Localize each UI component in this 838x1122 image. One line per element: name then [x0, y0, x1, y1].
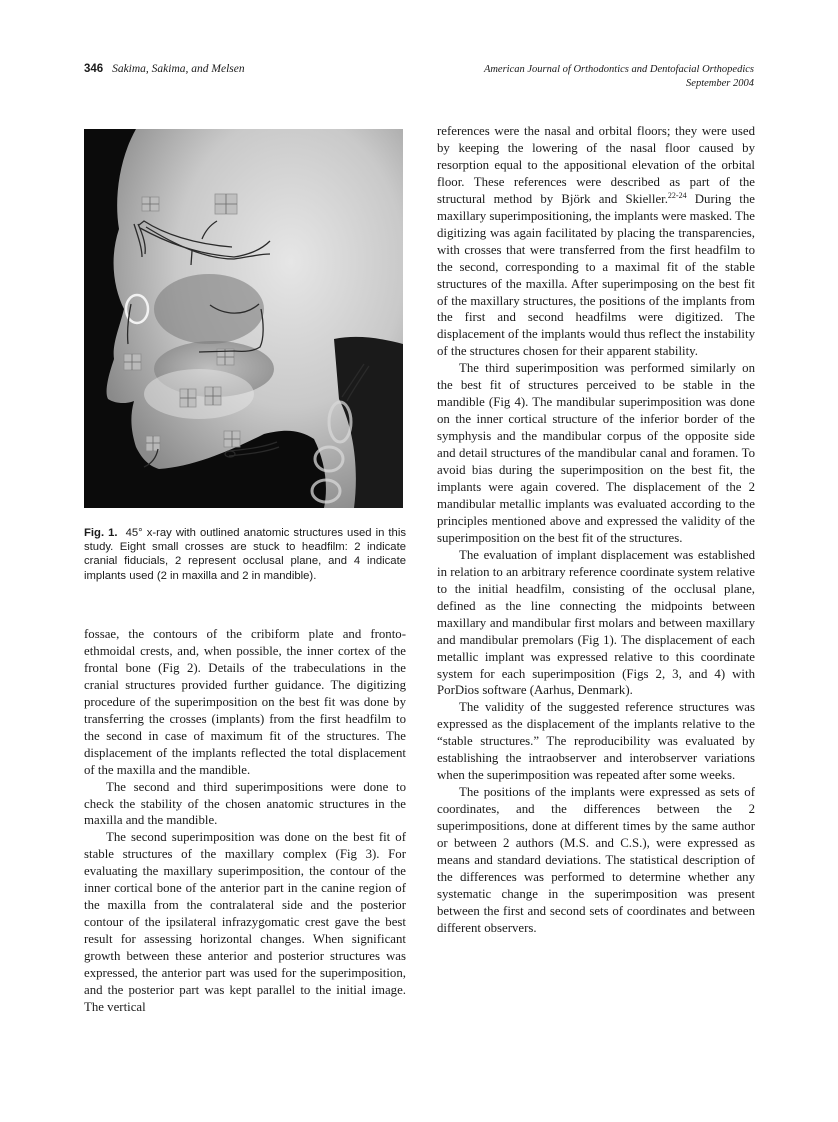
body-text: references were the nasal and orbital floors; they were used by keeping the lowering of the nasal floor caused by resorption equal to the appositional elevation of the orbital floor. These references were described as part of the structural method by Björk and Skieller. [437, 124, 755, 206]
xray-illustration [84, 129, 403, 508]
body-paragraph: The second superimposition was done on the best fit of stable structures of the maxillary complex (Fig 3). For evaluating the maxillary superimposition, the contour of the inner cortical bone of the anterior part in the canine region of the maxilla from the contralateral side and the posterior contour of the ipsilateral infrazygomatic crest gave the best result for assessing horizontal changes. When significant growth between these anterior and posterior structures was expressed, the anterior part was used for the superimposition, and the posterior part was kept parallel to the initial image. The vertical [84, 830, 406, 1014]
issue-date: September 2004 [686, 78, 754, 89]
body-paragraph: The third superimposition was performed similarly on the best fit of structures perceived to be stable in the mandible (Fig 4). The mandibular superimposition was done on the inner cortical structure of the inferior border of the symphysis and the mandibular corpus of the opposite side and detail structures of the mandibular canal and foramen. To avoid bias during the superimposition on the best fit, the implants were again covered. The displacement of the 2 mandibular metallic implants was evaluated according to the principles mentioned above and expressed the validity of the superimposition on the best fit of the structures. [437, 361, 755, 545]
running-head-left [84, 63, 245, 75]
body-text: During the maxillary superimpositioning, the implants were masked. The digitizing was again facilitated by placing the transparencies, with crosses that were transferred from the first headfilm to the second, corresponding to a maximal fit of the stable structures of the maxilla. After superimposing on the best fit of the maxillary structures, the positions of the implants from the first and second headfilms were digitized. The displacement of the implants would thus reflect the instability of the structures chosen for their apparent stability. [437, 191, 755, 359]
figure-xray-image [84, 129, 403, 508]
figure-caption [84, 526, 406, 583]
body-paragraph: The second and third superimpositions were done to check the stability of the chosen anatomic structures in the maxilla and the mandible. [84, 779, 406, 828]
body-paragraph [437, 123, 755, 360]
page-number: 346 [84, 63, 104, 75]
body-paragraph: The positions of the implants were expressed as sets of coordinates, and the differences between the 2 superimpositions, done at different times by the same author or between 2 authors (M.S. and C.S.), were expressed as means and standard deviations. The statistical description of the differences was performed to determine whether any systematic change in the superimposition was present between the first and second sets of coordinates and between different observers. [437, 785, 755, 935]
left-column-body [84, 626, 406, 1016]
body-paragraph: The validity of the suggested reference structures was expressed as the displacement of the implants relative to the “stable structures.” The reproducibility was evaluated by establishing the intraobserver and interobserver variations when the superimposition was repeated after some weeks. [437, 700, 755, 783]
running-head-authors: Sakima, Sakima, and Melsen [112, 63, 245, 75]
figure-label: Fig. 1. [84, 527, 118, 539]
citation-superscript: 22-24 [667, 190, 687, 200]
body-paragraph: fossae, the contours of the cribiform plate and fronto-ethmoidal crests, and, when possible, the inner cortex of the frontal bone (Fig 2). Details of the trabeculations in the cranial structures provided further guidance. The digitizing procedure of the superimposition on the best fit was done by transferring the crosses (implants) from the first headfilm to the second in case of maximum fit of the structures. The displacement of the implants reflected the total displacement of the maxilla and the mandible. [84, 627, 406, 777]
figure-caption-text: 45° x-ray with outlined anatomic structures used in this study. Eight small crosses are stuck to headfilm: 2 indicate cranial fiducials, 2 represent occlusal plane, and 4 indicate implants used (2 in maxilla and 2 in mandible). [84, 527, 406, 582]
right-column-body [437, 123, 755, 937]
journal-title: American Journal of Orthodontics and Dentofacial Orthopedics [483, 64, 754, 75]
running-head-right [484, 63, 754, 91]
body-paragraph: The evaluation of implant displacement was established in relation to an arbitrary reference coordinate system relative to the initial headfilm, consisting of the occlusal plane, defined as the line connecting the midpoints between maxillary and mandibular first molars and between maxillary and mandibular premolars (Fig 1). The displacement of each metallic implant was expressed relative to this coordinate system for each superimposition (Figs 2, 3, and 4) with PorDios software (Aarhus, Denmark). [437, 547, 755, 698]
